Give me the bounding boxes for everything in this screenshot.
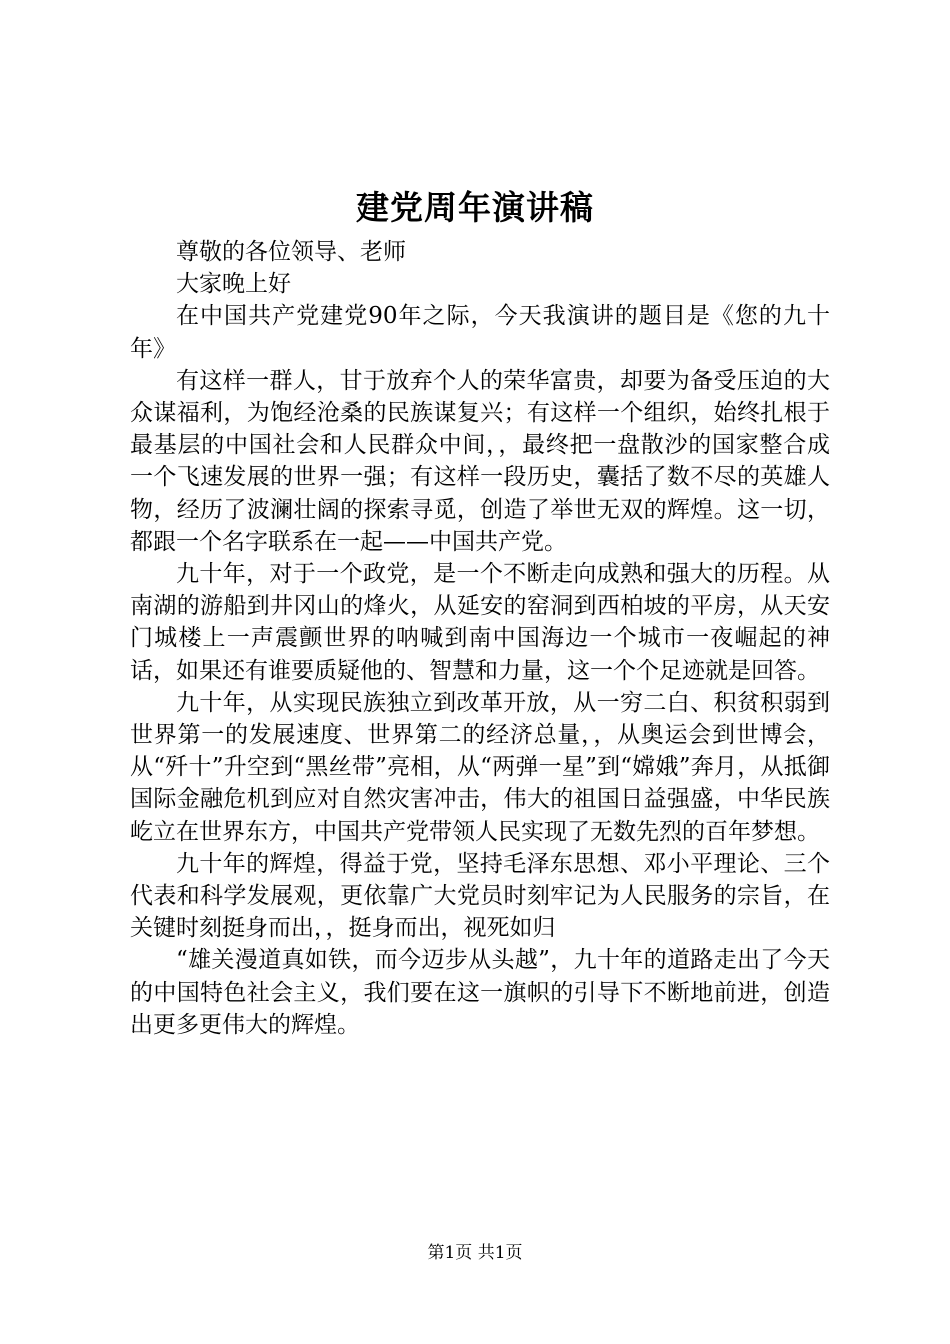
body-paragraph: 九十年，对于一个政党，是一个不断走向成熟和强大的历程。从南湖的游船到井冈山的烽火，从延安的窑洞到西柏坡的平房，从天安门城楼上一声震颤世界的呐喊到南中国海边一个城市一夜崛起的神话，如果还有谁要质疑他的、智慧和力量，这一个个足迹就是回答。 [130, 561, 830, 684]
body-paragraph: 有这样一群人，甘于放弃个人的荣华富贵，却要为备受压迫的大众谋福利，为饱经沧桑的民族谋复兴；有这样一个组织，始终扎根于最基层的中国社会和人民群众中间，，最终把一盘散沙的国家整合成一个飞速发展的世界一强；有这样一段历史，囊括了数不尽的英雄人物，经历了波澜壮阔的探索寻觅，创造了举世无双的辉煌。这一切，都跟一个名字联系在一起——中国共产党。 [130, 367, 830, 555]
body-paragraph: 在中国共产党建党90年之际，今天我演讲的题目是《您的九十年》 [130, 303, 830, 362]
salutation: 尊敬的各位领导、老师 [176, 239, 406, 265]
document-body [130, 236, 830, 1041]
document-title: 建党周年演讲稿 [356, 188, 594, 227]
body-paragraph: “雄关漫道真如铁，而今迈步从头越”，九十年的道路走出了今天的中国特色社会主义，我们要在这一旗帜的引导下不断地前进，创造出更多更伟大的辉煌。 [130, 947, 830, 1038]
greeting: 大家晚上好 [176, 271, 291, 298]
body-paragraph: 九十年的辉煌，得益于党，坚持毛泽东思想、邓小平理论、三个代表和科学发展观，更依靠广大党员时刻牢记为人民服务的宗旨，在关键时刻挺身而出，，挺身而出，视死如归 [130, 850, 830, 942]
body-paragraph: 九十年，从实现民族独立到改革开放，从一穷二白、积贫积弱到世界第一的发展速度、世界第二的经济总量，，从奥运会到世博会，从“歼十”升空到“黑丝带”亮相，从“两弹一星”到“嫦娥”奔月，从抵御国际金融危机到应对自然灾害冲击，伟大的祖国日益强盛，中华民族屹立在世界东方，中国共产党带领人民实现了无数先烈的百年梦想。 [130, 689, 830, 845]
page-footer: 第1页 共1页 [427, 1243, 523, 1263]
